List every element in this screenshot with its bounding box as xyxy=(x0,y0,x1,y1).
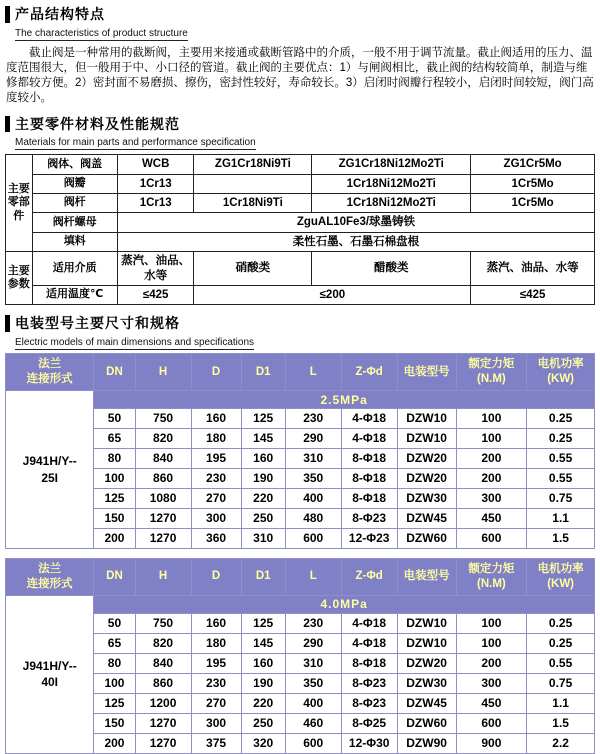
dimension-cell: 12-Φ30 xyxy=(341,733,397,753)
dimension-cell: 300 xyxy=(456,673,527,693)
materials-value-cell: 硝酸类 xyxy=(194,252,312,286)
dimension-cell: DZW10 xyxy=(397,633,456,653)
dimension-cell: 600 xyxy=(456,713,527,733)
materials-value-cell: ≤200 xyxy=(194,285,471,304)
dimension-cell: 100 xyxy=(94,469,135,489)
dimension-cell: DZW30 xyxy=(397,489,456,509)
dimension-cell: 125 xyxy=(94,693,135,713)
dimension-cell: DZW20 xyxy=(397,469,456,489)
dimension-cell: 80 xyxy=(94,449,135,469)
materials-value-cell xyxy=(194,174,312,193)
dimension-cell: 4-Φ18 xyxy=(341,613,397,633)
dimension-cell: 1270 xyxy=(135,509,191,529)
flange-type-header-line2: 连接形式 xyxy=(26,373,73,386)
dimension-cell: 1080 xyxy=(135,489,191,509)
dimension-cell: 400 xyxy=(285,693,341,713)
dimension-cell: 180 xyxy=(191,429,241,449)
dimension-cell: 750 xyxy=(135,409,191,429)
dimension-cell: 195 xyxy=(191,449,241,469)
dimension-cell: 290 xyxy=(285,633,341,653)
materials-group-label: 主要零部件 xyxy=(6,155,33,252)
structure-description: 截止阀是一种常用的截断阀，主要用来接通或截断管路中的介质，一般不用于调节流量。截止阀适用的压力、温度范围很大，但一般用于中、小口径的管道。截止阀的主要优点：1）与闸阀相比，截止阀的结构较简单，制造与维修都较方便。2）密封面不易磨损、擦伤，密封性较好，寿命较长。3）启闭时阀瓣行程较小，启闭时间较短，阀门高度较小。 xyxy=(6,46,594,104)
materials-value-cell: 1Cr13 xyxy=(117,174,194,193)
column-header xyxy=(191,354,241,391)
dimension-cell: 65 xyxy=(94,633,135,653)
materials-value-cell: ≤425 xyxy=(117,285,194,304)
flange-type-header xyxy=(6,354,94,391)
dimension-cell: 600 xyxy=(456,529,527,549)
section-header xyxy=(5,315,595,350)
dimension-row xyxy=(6,529,595,549)
dimension-cell: 1.1 xyxy=(527,509,595,529)
valve-model xyxy=(6,391,94,549)
dimension-cell: 860 xyxy=(135,469,191,489)
dimension-cell: 0.55 xyxy=(527,449,595,469)
materials-value-cell: 1Cr18Ni9Ti xyxy=(194,194,312,213)
dimension-cell: 160 xyxy=(241,449,285,469)
dimension-cell: 200 xyxy=(456,469,527,489)
section-title-cn: 产品结构特点 xyxy=(5,6,595,23)
dimension-row xyxy=(6,469,595,489)
dimension-cell: 900 xyxy=(456,733,527,753)
dimension-cell: 8-Φ18 xyxy=(341,469,397,489)
dimension-cell: DZW60 xyxy=(397,713,456,733)
dimension-cell: 230 xyxy=(191,469,241,489)
dimension-cell: DZW10 xyxy=(397,429,456,449)
dimension-cell: 450 xyxy=(456,509,527,529)
dimension-cell: 840 xyxy=(135,653,191,673)
dimension-cell: 1270 xyxy=(135,529,191,549)
materials-row-label: 适用介质 xyxy=(32,252,117,286)
dimension-cell: 200 xyxy=(456,653,527,673)
column-header xyxy=(456,354,527,391)
materials-value-cell: 柔性石墨、石墨石棉盘根 xyxy=(117,232,594,251)
dimension-cell: DZW45 xyxy=(397,693,456,713)
dimension-cell: 300 xyxy=(456,489,527,509)
dimension-cell: 100 xyxy=(456,613,527,633)
column-header-line1: L xyxy=(309,365,317,378)
dimension-cell: 290 xyxy=(285,429,341,449)
column-header-line1: D xyxy=(211,570,221,583)
flange-type-header-line1: 法兰 xyxy=(38,563,62,576)
dimension-cell: 820 xyxy=(135,429,191,449)
dimension-cell: DZW10 xyxy=(397,613,456,633)
materials-row-label: 填料 xyxy=(32,232,117,251)
dimension-cell: 125 xyxy=(241,409,285,429)
dimension-cell: 195 xyxy=(191,653,241,673)
dimension-cell: DZW20 xyxy=(397,449,456,469)
dimension-cell: 2.2 xyxy=(527,733,595,753)
dimension-cell: 0.75 xyxy=(527,673,595,693)
dimension-cell: DZW60 xyxy=(397,529,456,549)
pressure-rating: 2.5MPa xyxy=(94,391,595,409)
materials-row xyxy=(6,174,595,193)
materials-row-label: 阀杆 xyxy=(32,194,117,213)
column-header-line1: H xyxy=(158,570,168,583)
column-header-line1: Z-Φd xyxy=(355,570,383,583)
column-header-line1: 电机功率 xyxy=(537,563,584,576)
materials-value-cell: 1Cr13 xyxy=(117,194,194,213)
electric-dimensions-table xyxy=(5,558,595,754)
dimension-cell: DZW20 xyxy=(397,653,456,673)
dimension-cell: 1.1 xyxy=(527,693,595,713)
dimension-cell: 320 xyxy=(241,733,285,753)
materials-row xyxy=(6,252,595,286)
dimension-row xyxy=(6,429,595,449)
valve-model xyxy=(6,595,94,753)
dimension-row xyxy=(6,693,595,713)
materials-value-cell: 1Cr5Mo xyxy=(471,194,595,213)
dimension-cell: 480 xyxy=(285,509,341,529)
column-header xyxy=(285,559,341,596)
dimension-cell: 50 xyxy=(94,409,135,429)
materials-row xyxy=(6,232,595,251)
dimension-cell: 460 xyxy=(285,713,341,733)
dimension-cell: 145 xyxy=(241,429,285,449)
dimension-cell: 200 xyxy=(456,449,527,469)
valve-model-line2: 25I xyxy=(41,470,59,485)
dimension-cell: 125 xyxy=(241,613,285,633)
section-title-cn: 主要零件材料及性能规范 xyxy=(5,116,595,133)
dimension-cell: 160 xyxy=(241,653,285,673)
dimension-row xyxy=(6,673,595,693)
valve-model-line1: J941H/Y-- xyxy=(22,659,77,674)
dimension-cell: 160 xyxy=(191,613,241,633)
dimension-cell: 820 xyxy=(135,633,191,653)
column-header-line2: (KW) xyxy=(547,577,575,590)
dimension-cell: 750 xyxy=(135,613,191,633)
dimension-cell: 840 xyxy=(135,449,191,469)
dimension-cell: 80 xyxy=(94,653,135,673)
dimension-cell: 270 xyxy=(191,693,241,713)
dimension-cell: 150 xyxy=(94,713,135,733)
column-header-line1: DN xyxy=(106,570,123,583)
dimension-cell: 600 xyxy=(285,529,341,549)
section-product-structure xyxy=(5,6,595,106)
section-header xyxy=(5,116,595,151)
dimension-cell: 0.25 xyxy=(527,429,595,449)
dimension-row xyxy=(6,613,595,633)
dimension-row xyxy=(6,733,595,753)
materials-row-label: 阀杆螺母 xyxy=(32,213,117,232)
dimension-cell: 100 xyxy=(94,673,135,693)
dimension-cell: DZW30 xyxy=(397,673,456,693)
dimension-cell: DZW10 xyxy=(397,409,456,429)
dimension-cell: 8-Φ18 xyxy=(341,653,397,673)
materials-table xyxy=(5,154,595,305)
dimension-cell: 375 xyxy=(191,733,241,753)
dimension-cell: 190 xyxy=(241,469,285,489)
dimension-cell: 1270 xyxy=(135,713,191,733)
dimension-cell: 150 xyxy=(94,509,135,529)
materials-value-cell: WCB xyxy=(117,155,194,174)
dimension-cell: 0.25 xyxy=(527,613,595,633)
dimension-cell: 190 xyxy=(241,673,285,693)
materials-row xyxy=(6,194,595,213)
materials-value-cell: ZguAL10Fe3/球墨铸铁 xyxy=(117,213,594,232)
column-header-line1: 电机功率 xyxy=(537,358,584,371)
dimension-cell: 100 xyxy=(456,429,527,449)
valve-model-line1: J941H/Y-- xyxy=(22,454,77,469)
dimension-cell: 860 xyxy=(135,673,191,693)
dimension-row xyxy=(6,489,595,509)
column-header-line1: DN xyxy=(106,365,123,378)
materials-value-cell: 蒸汽、油品、水等 xyxy=(471,252,595,286)
dimension-cell: 300 xyxy=(191,509,241,529)
materials-row-label: 阀体、阀盖 xyxy=(32,155,117,174)
dimension-cell: 4-Φ18 xyxy=(341,429,397,449)
pressure-rating: 4.0MPa xyxy=(94,595,595,613)
column-header xyxy=(94,354,135,391)
dimension-cell: 160 xyxy=(191,409,241,429)
dimension-cell: 0.25 xyxy=(527,633,595,653)
dimension-cell: 145 xyxy=(241,633,285,653)
dimension-cell: 220 xyxy=(241,489,285,509)
dimension-row xyxy=(6,653,595,673)
dimension-cell: 230 xyxy=(285,613,341,633)
materials-row-label: 阀瓣 xyxy=(32,174,117,193)
column-header xyxy=(341,354,397,391)
dimension-cell: DZW45 xyxy=(397,509,456,529)
pressure-row xyxy=(6,595,595,613)
column-header xyxy=(191,559,241,596)
dimension-cell: 200 xyxy=(94,529,135,549)
materials-row xyxy=(6,155,595,174)
section-subtitle-en: Electric models of main dimensions and specifications xyxy=(15,337,254,349)
column-header-line2: (KW) xyxy=(547,373,575,386)
dimension-cell: 4-Φ18 xyxy=(341,633,397,653)
dimension-cell: 0.25 xyxy=(527,409,595,429)
column-header-line1: Z-Φd xyxy=(355,365,383,378)
column-header-line1: D xyxy=(211,365,221,378)
materials-value-cell: 醋酸类 xyxy=(312,252,471,286)
column-header-line2: (N.M) xyxy=(477,577,506,590)
column-header xyxy=(285,354,341,391)
dimension-cell: 100 xyxy=(456,409,527,429)
electric-header-row xyxy=(6,354,595,391)
dimension-cell: 100 xyxy=(456,633,527,653)
dimension-cell: 250 xyxy=(241,713,285,733)
flange-type-header-line2: 连接形式 xyxy=(26,577,73,590)
materials-value-cell: ZG1Cr18Ni12Mo2Ti xyxy=(312,155,471,174)
column-header xyxy=(456,559,527,596)
dimension-cell: 12-Φ23 xyxy=(341,529,397,549)
flange-type-header-line1: 法兰 xyxy=(38,358,62,371)
section-subtitle-en: The characteristics of product structure xyxy=(15,27,188,39)
dimension-cell: 270 xyxy=(191,489,241,509)
materials-value-cell: ≤425 xyxy=(471,285,595,304)
dimension-cell: 220 xyxy=(241,693,285,713)
dimension-cell: 180 xyxy=(191,633,241,653)
dimension-row xyxy=(6,509,595,529)
dimension-cell: DZW90 xyxy=(397,733,456,753)
dimension-row xyxy=(6,633,595,653)
section-electric-models xyxy=(5,315,595,754)
dimension-cell: 8-Φ18 xyxy=(341,489,397,509)
column-header-line1: 额定力矩 xyxy=(468,563,515,576)
flange-type-header xyxy=(6,559,94,596)
dimension-cell: 400 xyxy=(285,489,341,509)
column-header xyxy=(527,354,595,391)
dimension-cell: 450 xyxy=(456,693,527,713)
dimension-cell: 250 xyxy=(241,509,285,529)
materials-value-cell: 1Cr5Mo xyxy=(471,174,595,193)
column-header-line2: (N.M) xyxy=(477,373,506,386)
dimension-cell: 1.5 xyxy=(527,529,595,549)
dimension-cell: 0.55 xyxy=(527,469,595,489)
column-header xyxy=(241,559,285,596)
dimension-cell: 600 xyxy=(285,733,341,753)
column-header-line1: L xyxy=(309,570,317,583)
column-header xyxy=(241,354,285,391)
dimension-cell: 50 xyxy=(94,613,135,633)
dimension-cell: 4-Φ18 xyxy=(341,409,397,429)
dimension-cell: 8-Φ23 xyxy=(341,673,397,693)
materials-row xyxy=(6,285,595,304)
column-header-line1: D1 xyxy=(255,365,271,378)
column-header-line1: 额定力矩 xyxy=(468,358,515,371)
materials-group-label: 主要参数 xyxy=(6,252,33,305)
section-header xyxy=(5,6,595,41)
dimension-cell: 360 xyxy=(191,529,241,549)
electric-header-row xyxy=(6,559,595,596)
materials-value-cell: 1Cr18Ni12Mo2Ti xyxy=(312,174,471,193)
dimension-cell: 1270 xyxy=(135,733,191,753)
column-header xyxy=(397,559,456,596)
materials-value-cell: 1Cr18Ni12Mo2Ti xyxy=(312,194,471,213)
dimension-cell: 8-Φ23 xyxy=(341,693,397,713)
section-materials xyxy=(5,116,595,306)
dimension-cell: 310 xyxy=(285,449,341,469)
electric-tables-container xyxy=(5,353,595,754)
valve-model-line2: 40I xyxy=(41,675,59,690)
dimension-row xyxy=(6,713,595,733)
column-header-line1: H xyxy=(158,365,168,378)
column-header-line1: 电装型号 xyxy=(403,570,450,583)
dimension-cell: 65 xyxy=(94,429,135,449)
column-header xyxy=(527,559,595,596)
dimension-cell: 350 xyxy=(285,469,341,489)
column-header xyxy=(397,354,456,391)
dimension-cell: 8-Φ18 xyxy=(341,449,397,469)
dimension-cell: 300 xyxy=(191,713,241,733)
dimension-cell: 350 xyxy=(285,673,341,693)
section-subtitle-en: Materials for main parts and performance specification xyxy=(15,137,256,149)
dimension-cell: 8-Φ23 xyxy=(341,509,397,529)
materials-row xyxy=(6,213,595,232)
dimension-cell: 8-Φ25 xyxy=(341,713,397,733)
column-header xyxy=(341,559,397,596)
dimension-cell: 230 xyxy=(191,673,241,693)
column-header xyxy=(135,354,191,391)
dimension-row xyxy=(6,409,595,429)
electric-dimensions-table xyxy=(5,353,595,549)
pressure-row xyxy=(6,391,595,409)
section-title-cn: 电装型号主要尺寸和规格 xyxy=(5,315,595,332)
materials-value-cell: 蒸汽、油品、水等 xyxy=(117,252,194,286)
dimension-cell: 0.55 xyxy=(527,653,595,673)
dimension-cell: 0.75 xyxy=(527,489,595,509)
column-header-line1: D1 xyxy=(255,570,271,583)
materials-row-label: 适用温度℃ xyxy=(32,285,117,304)
dimension-cell: 200 xyxy=(94,733,135,753)
dimension-row xyxy=(6,449,595,469)
dimension-cell: 310 xyxy=(285,653,341,673)
column-header xyxy=(135,559,191,596)
dimension-cell: 310 xyxy=(241,529,285,549)
dimension-cell: 1.5 xyxy=(527,713,595,733)
dimension-cell: 230 xyxy=(285,409,341,429)
dimension-cell: 125 xyxy=(94,489,135,509)
column-header-line1: 电装型号 xyxy=(403,365,450,378)
materials-value-cell: ZG1Cr18Ni9Ti xyxy=(194,155,312,174)
dimension-cell: 1200 xyxy=(135,693,191,713)
materials-value-cell: ZG1Cr5Mo xyxy=(471,155,595,174)
column-header xyxy=(94,559,135,596)
